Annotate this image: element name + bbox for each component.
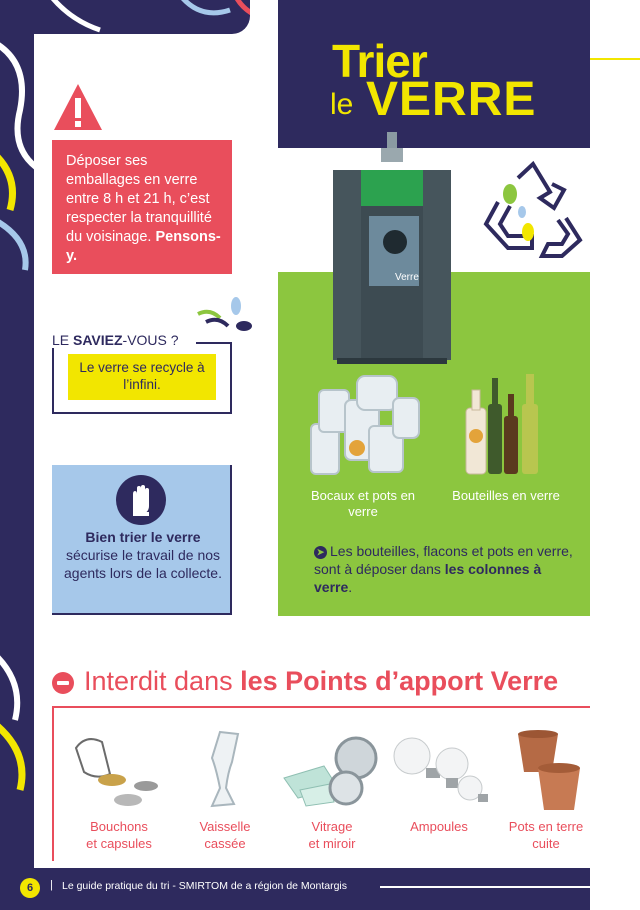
container-label: Verre xyxy=(395,272,419,283)
forbidden-item-label xyxy=(66,818,172,852)
accepted-note-bold: les colonnes à verre xyxy=(314,561,542,595)
forbidden-title-bold: les Points d’apport Verre xyxy=(240,666,559,696)
corks-caps-illustration xyxy=(66,728,166,812)
bulbs-illustration xyxy=(386,728,490,812)
forbidden-item-label xyxy=(286,818,378,852)
noise-warning-box xyxy=(52,140,232,274)
forbidden-icon xyxy=(52,672,74,694)
forbidden-item-label xyxy=(394,818,484,835)
forbidden-item-label xyxy=(180,818,270,852)
item-line2: et miroir xyxy=(308,836,356,851)
clay-pots-illustration xyxy=(508,728,584,812)
recycle-icon xyxy=(478,158,588,264)
item-line2: cuite xyxy=(532,836,560,851)
broken-glass-illustration xyxy=(198,728,254,812)
forbidden-title-pre: Interdit dans xyxy=(84,666,241,696)
page-title-trier: Trier xyxy=(332,35,427,87)
item-line1: Bouchons xyxy=(90,819,148,834)
jars-caption: Bocaux et pots en verre xyxy=(310,488,416,519)
page-title-le: le xyxy=(330,88,354,121)
arrow-right-icon: ➤ xyxy=(314,546,327,559)
accepted-note xyxy=(314,542,580,596)
forbidden-item-label xyxy=(498,818,594,852)
warning-text: Déposer ses emballages en verre entre 8 h et 21 h, c’est respecter la tranquillité du voisinage. xyxy=(66,153,212,245)
saviez-title-bold: SAVIEZ xyxy=(73,332,123,348)
item-line1: Vaisselle xyxy=(199,819,251,834)
safety-text xyxy=(58,528,228,582)
footer-text: Le guide pratique du tri - SMIRTOM de a région de Montargis xyxy=(62,880,348,892)
item-line1: Ampoules xyxy=(410,819,468,834)
safety-body: sécurise le travail de nos agents lors de la collecte. xyxy=(64,547,222,581)
saviez-title-post: -VOUS ? xyxy=(122,332,179,348)
item-line2: cassée xyxy=(204,836,246,851)
bottles-caption: Bouteilles en verre xyxy=(452,488,560,503)
left-decorative-band xyxy=(0,0,34,910)
accepted-note-end: . xyxy=(348,579,353,595)
top-decorative-band xyxy=(30,0,250,34)
title-rule xyxy=(590,58,640,60)
footer-rule xyxy=(380,886,590,888)
footer-separator: | xyxy=(50,879,53,891)
item-line2: et capsules xyxy=(86,836,152,851)
glove-icon xyxy=(115,474,167,526)
bottles-illustration xyxy=(460,368,550,480)
ribbon-decoration xyxy=(0,0,34,910)
glass-mirror-illustration xyxy=(280,728,380,812)
warning-bold: Pensons-y. xyxy=(66,229,221,264)
saviez-text: Le verre se recycle à l’infini. xyxy=(68,354,216,400)
top-ribbon-decoration xyxy=(30,0,250,34)
jars-illustration xyxy=(305,368,425,480)
accepted-note-text: Les bouteilles, flacons et pots en verre, sont à déposer dans xyxy=(314,543,573,577)
item-line1: Vitrage xyxy=(311,819,353,834)
warning-icon xyxy=(52,82,104,134)
page-title-verre: VERRE xyxy=(366,73,537,126)
page-number: 6 xyxy=(20,878,40,898)
saviez-rule xyxy=(196,342,232,344)
splash-icon xyxy=(196,296,254,336)
saviez-title xyxy=(52,332,183,348)
safety-bold: Bien trier le verre xyxy=(85,529,201,545)
forbidden-title xyxy=(84,666,558,697)
saviez-title-pre: LE xyxy=(52,332,74,348)
item-line1: Pots en terre xyxy=(508,819,584,834)
glass-container-illustration xyxy=(325,130,455,370)
